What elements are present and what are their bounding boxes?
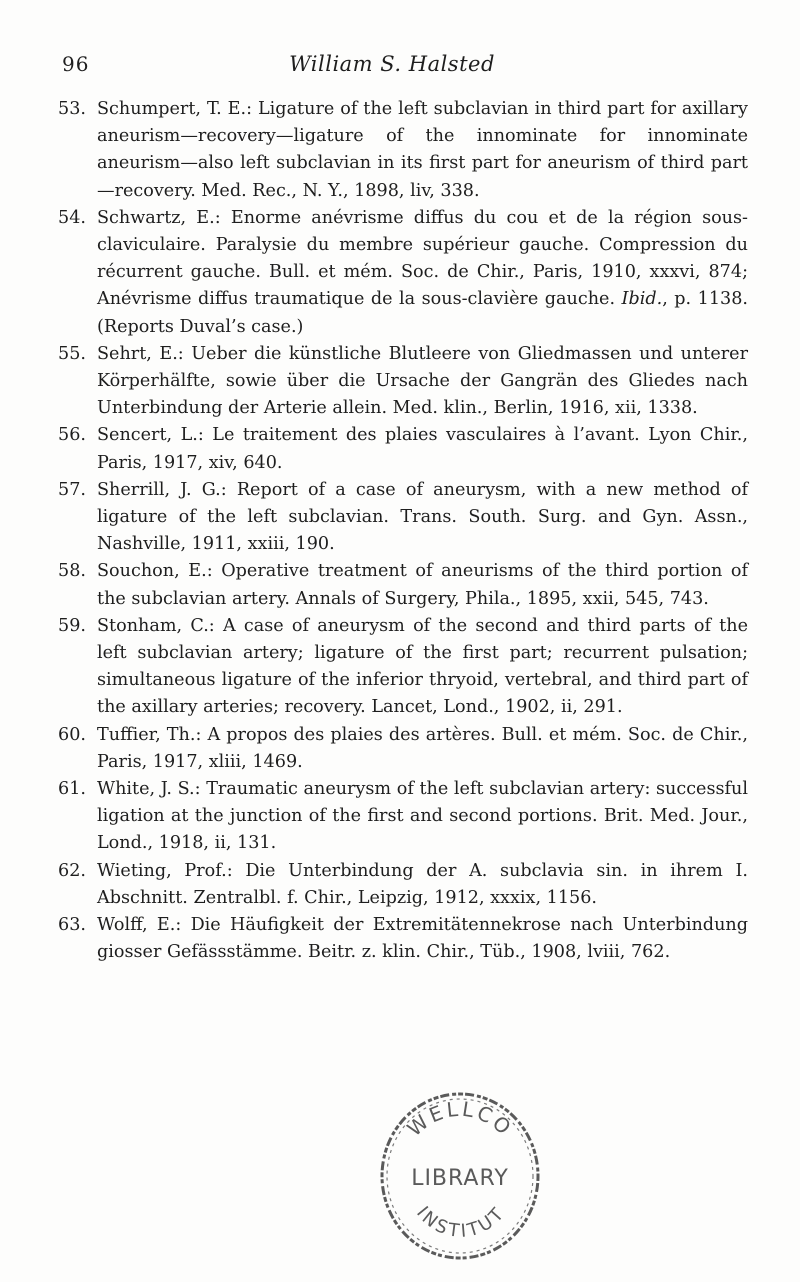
reference-text: Souchon, E.: Operative treatment of aneurisms of the third portion of the subclavian artery. Annals of Surgery, Phila., 1895, xxii, 545, 743. xyxy=(97,561,748,609)
reference-text: Schumpert, T. E.: Ligature of the left subclavian in third part for axillary aneurism—recovery—ligature of the innominate for innominate aneurism—also left subclavian in its first part for aneurism of third part—recovery. Med. Rec., N. Y., 1898, liv, 338. xyxy=(97,99,748,201)
library-stamp-icon xyxy=(376,1088,544,1262)
reference-number: 54. xyxy=(58,207,86,228)
reference-number: 58. xyxy=(58,561,86,582)
reference-item xyxy=(58,613,748,722)
reference-text: Wolff, E.: Die Häufigkeit der Extremitätennekrose nach Unterbindung giosser Gefässstämme. Beitr. z. klin. Chir., Tüb., 1908, lviii, 762. xyxy=(97,915,748,963)
reference-text: Sherrill, J. G.: Report of a case of aneurysm, with a new method of ligature of the left subclavian. Trans. South. Surg. and Gyn. Assn., Nashville, 1911, xxiii, 190. xyxy=(97,479,748,555)
reference-text: Sencert, L.: Le traitement des plaies vasculaires à l’avant. Lyon Chir., Paris, 1917, xiv, 640. xyxy=(97,425,748,473)
reference-item xyxy=(58,722,748,776)
stamp-top-text: WELLCO xyxy=(402,1096,518,1142)
reference-text: Schwartz, E.: Enorme anévrisme diffus du cou et de la région sous-claviculaire. Paralysie du membre supérieur gauche. Compression du récurrent gauche. Bull. et mém. Soc. de Chir., Paris, 1910, xxxvi, 874; Anévrisme diffus traumatique de la sous-clavière gauche. Ibid., p. 1138. (Reports Duval’s case.) xyxy=(97,207,748,337)
stamp-center-text: LIBRARY xyxy=(411,1166,509,1191)
reference-text: Stonham, C.: A case of aneurysm of the second and third parts of the left subclavian artery; ligature of the first part; recurrent pulsation; simultaneous ligature of the inferior thryoid, vertebral, and third part of the axillary arteries; recovery. Lancet, Lond., 1902, ii, 291. xyxy=(97,615,748,718)
reference-list xyxy=(58,96,748,967)
reference-number: 63. xyxy=(58,915,86,936)
reference-item xyxy=(58,422,748,476)
reference-item xyxy=(58,341,748,423)
reference-item xyxy=(58,558,748,612)
running-head: William S. Halsted xyxy=(289,52,495,76)
page-number: 96 xyxy=(62,52,90,76)
reference-number: 55. xyxy=(58,343,86,364)
page-header xyxy=(62,52,722,82)
reference-number: 53. xyxy=(58,99,86,119)
reference-number: 61. xyxy=(58,779,86,800)
library-stamp xyxy=(376,1088,544,1262)
reference-item xyxy=(58,96,748,205)
reference-item xyxy=(58,205,748,341)
reference-number: 56. xyxy=(58,425,86,446)
reference-text: White, J. S.: Traumatic aneurysm of the left subclavian artery: successful ligation at the junction of the first and second portions. Brit. Med. Jour., Lond., 1918, ii, 131. xyxy=(97,779,748,854)
reference-item xyxy=(58,912,748,966)
reference-number: 62. xyxy=(58,860,86,881)
stamp-bottom-text: INSTITUT xyxy=(412,1202,510,1243)
ibid-italic: Ibid. xyxy=(621,289,663,310)
reference-number: 60. xyxy=(58,724,86,745)
reference-text: Wieting, Prof.: Die Unterbindung der A. subclavia sin. in ihrem I. Abschnitt. Zentralbl. f. Chir., Leipzig, 1912, xxxix, 1156. xyxy=(97,860,748,908)
reference-text: Tuffier, Th.: A propos des plaies des artères. Bull. et mém. Soc. de Chir., Paris, 1917, xliii, 1469. xyxy=(97,724,748,772)
reference-item xyxy=(58,477,748,559)
reference-item xyxy=(58,776,748,858)
reference-text: Sehrt, E.: Ueber die künstliche Blutleere von Gliedmassen und unterer Körperhälfte, sowie über die Ursache der Gangrän des Gliedes nach Unterbindung der Arterie allein. Med. klin., Berlin, 1916, xii, 1338. xyxy=(97,343,748,419)
reference-number: 57. xyxy=(58,479,86,500)
reference-item xyxy=(58,858,748,912)
reference-number: 59. xyxy=(58,615,86,636)
